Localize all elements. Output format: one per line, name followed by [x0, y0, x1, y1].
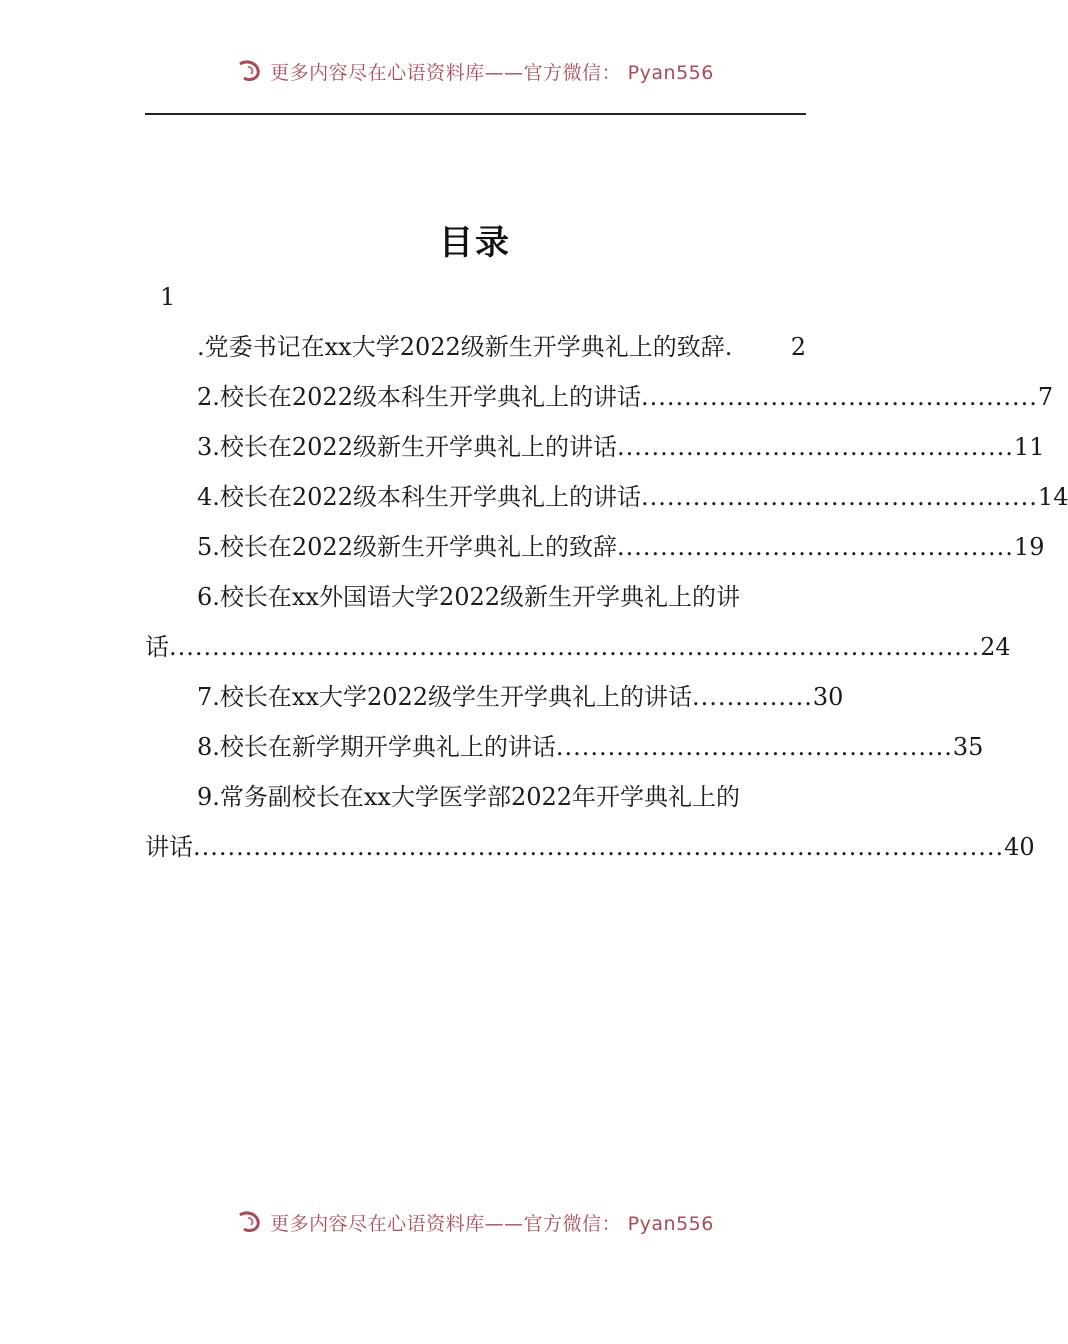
toc-entry[interactable]	[145, 322, 806, 372]
table-of-contents	[145, 272, 1068, 872]
toc-leader: ..............................................................................................	[169, 633, 981, 661]
toc-page-number: 40	[1004, 833, 1035, 861]
footer-watermark	[0, 1207, 950, 1237]
page-title: 目录	[439, 223, 511, 263]
toc-leader: ..............................................	[640, 383, 1038, 411]
toc-entry[interactable]	[145, 372, 1054, 422]
toc-entry-text: 3.校长在2022级新生开学典礼上的讲话	[197, 433, 617, 461]
toc-entry[interactable]	[145, 422, 1045, 472]
toc-entry-text: 6.校长在xx外国语大学2022级新生开学典礼上的讲	[197, 583, 741, 611]
toc-leader: ..............................................................................................	[193, 833, 1005, 861]
toc-page-number: 30	[812, 683, 844, 711]
toc-entry-text: 7.校长在xx大学2022级学生开学典礼上的讲话	[197, 683, 693, 711]
toc-entry[interactable]	[145, 672, 844, 722]
toc-entry-text: .党委书记在xx大学2022级新生开学典礼上的致辞	[197, 333, 725, 361]
toc-leader: .	[724, 333, 734, 361]
toc-entry-text: 讲话	[145, 833, 193, 861]
toc-page-number: 14	[1037, 483, 1068, 511]
toc-leader: ..............	[692, 683, 813, 711]
toc-entry-continuation[interactable]	[145, 622, 1011, 672]
toc-entry[interactable]	[145, 772, 806, 822]
toc-entry-text: 话	[145, 633, 169, 661]
toc-page-number: 24	[980, 633, 1011, 661]
logo-icon	[236, 1209, 266, 1235]
toc-page-number: 35	[952, 733, 984, 761]
header-watermark	[0, 56, 950, 86]
toc-entry-number	[145, 272, 806, 322]
toc-leader: ..............................................	[640, 483, 1038, 511]
toc-entry-text: 9.常务副校长在xx大学医学部2022年开学典礼上的	[197, 783, 741, 811]
header-rule	[145, 113, 806, 115]
toc-page-number: 7	[1037, 383, 1054, 411]
toc-leader: ..............................................	[555, 733, 953, 761]
toc-leader: ..............................................	[616, 533, 1014, 561]
toc-entry-text: 8.校长在新学期开学典礼上的讲话	[197, 733, 556, 761]
toc-entry-text: 2.校长在2022级本科生开学典礼上的讲话	[197, 383, 641, 411]
toc-entry[interactable]	[145, 572, 806, 622]
toc-entry-text: 4.校长在2022级本科生开学典礼上的讲话	[197, 483, 641, 511]
toc-leader: ..............................................	[616, 433, 1014, 461]
toc-entry-text: 5.校长在2022级新生开学典礼上的致辞	[197, 533, 617, 561]
toc-page-number: 19	[1013, 533, 1045, 561]
toc-entry[interactable]	[145, 522, 1045, 572]
header-watermark-text: 更多内容尽在心语资料库——官方微信： Pyan556	[270, 61, 714, 84]
toc-entry[interactable]	[145, 472, 1068, 522]
footer-watermark-text: 更多内容尽在心语资料库——官方微信： Pyan556	[270, 1212, 714, 1235]
logo-icon	[236, 58, 266, 84]
toc-entry-continuation[interactable]	[145, 822, 1035, 872]
toc-entry-text: 1	[160, 283, 176, 311]
toc-page-number: 2	[790, 333, 806, 361]
toc-entry[interactable]	[145, 722, 984, 772]
toc-page-number: 11	[1013, 433, 1045, 461]
